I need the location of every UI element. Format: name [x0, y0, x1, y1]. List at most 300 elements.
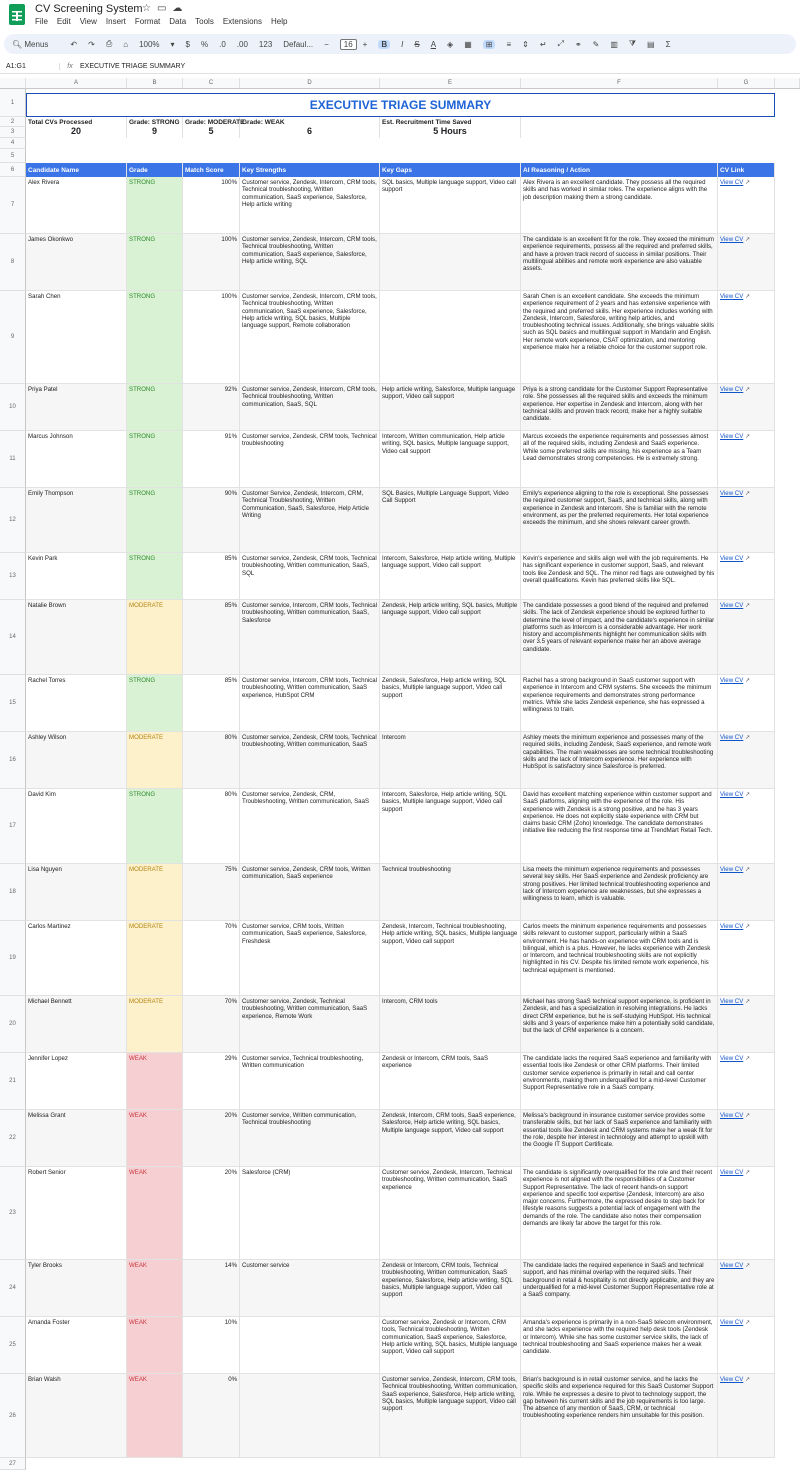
external-link-icon: ↗ — [743, 490, 751, 497]
candidate-name[interactable]: Jennifer Lopez — [26, 1053, 127, 1109]
ai-reasoning[interactable]: Ashley meets the minimum experience and possesses many of the required skills, including Zendesk, SaaS experience, and remote work capabilities. The main weaknesses are some technical troubleshooting skills and the lack of Intercom experience. Her experience with HubSpot is satisfactory since Salesforce is preferred. — [521, 732, 718, 788]
formula-input[interactable]: EXECUTIVE TRIAGE SUMMARY — [80, 63, 186, 70]
percent-format-button[interactable]: % — [201, 39, 209, 49]
moderate-count-value[interactable]: 5 — [183, 127, 240, 138]
cv-link-cell — [718, 864, 775, 920]
currency-format-button[interactable]: $ — [185, 39, 190, 49]
menu-view[interactable]: View — [79, 17, 97, 26]
view-cv-link[interactable]: View CV — [720, 1112, 744, 1119]
view-cv-link[interactable]: View CV — [720, 734, 744, 741]
row-header[interactable]: 11 — [0, 431, 26, 488]
match-score[interactable]: 20% — [183, 1167, 240, 1259]
document-title[interactable]: CV Screening System — [35, 3, 143, 15]
view-cv-link[interactable]: View CV — [720, 677, 744, 684]
key-strengths[interactable] — [240, 1317, 380, 1373]
view-cv-link[interactable]: View CV — [720, 923, 744, 930]
column-header-a[interactable]: A — [26, 78, 127, 88]
cv-link-cell — [718, 1374, 775, 1457]
key-gaps[interactable]: Zendesk, Salesforce, Help article writing, SQL basics, Multiple language support, Video call support — [380, 675, 521, 731]
row-header[interactable]: 15 — [0, 675, 26, 732]
header-cv-link[interactable]: CV Link — [718, 163, 775, 177]
row-header[interactable]: 8 — [0, 234, 26, 291]
match-score[interactable]: 20% — [183, 1110, 240, 1166]
borders-icon[interactable]: ▦ — [464, 39, 472, 49]
candidate-name[interactable]: Priya Patel — [26, 384, 127, 430]
header-grade[interactable]: Grade — [127, 163, 183, 177]
view-cv-link[interactable]: View CV — [720, 555, 744, 562]
column-header-corner — [0, 78, 26, 88]
chart-icon[interactable]: ▥ — [610, 39, 618, 49]
candidate-name[interactable]: Marcus Johnson — [26, 431, 127, 487]
ai-reasoning[interactable]: David has excellent matching experience within customer support and SaaS platforms, aligning with the experience of the role. His experience with Zendesk is a strong positive, and he has 3 years experience. He does not explicitly state experience with CRM but claims basic CRM (Zoho) knowledge. The candidate demonstrates initiative like reducing the first response time at TrendMart Retail Tech. — [521, 789, 718, 863]
candidate-name[interactable]: Rachel Torres — [26, 675, 127, 731]
external-link-icon: ↗ — [743, 179, 751, 186]
key-strengths[interactable]: Customer service, Zendesk, CRM tools, Technical troubleshooting — [240, 431, 380, 487]
cv-link-cell — [718, 431, 775, 487]
text-color-icon[interactable]: A — [430, 39, 437, 49]
external-link-icon: ↗ — [743, 734, 751, 741]
key-strengths[interactable]: Customer service, Zendesk, Intercom, CRM tools, Technical troubleshooting, Written communication, SaaS, SQL — [240, 384, 380, 430]
external-link-icon: ↗ — [743, 1055, 751, 1062]
row-header[interactable]: 2 — [0, 117, 26, 127]
match-score[interactable]: 100% — [183, 177, 240, 233]
match-score[interactable]: 85% — [183, 675, 240, 731]
grade-cell[interactable]: WEAK — [127, 1110, 183, 1166]
table-row — [26, 789, 775, 864]
cv-link-cell — [718, 600, 775, 674]
ai-reasoning[interactable]: The candidate is an excellent fit for the role. They exceed the minimum experience requirements, possess all the required and preferred skills, and have a proven track record of success in similar positions. Their multilingual abilities and remote work experience are also valuable assets. — [521, 234, 718, 290]
cv-link-cell — [718, 384, 775, 430]
match-score[interactable]: 92% — [183, 384, 240, 430]
key-strengths[interactable]: Salesforce (CRM) — [240, 1167, 380, 1259]
table-row — [26, 234, 775, 291]
row-header[interactable]: 5 — [0, 149, 26, 163]
cv-link-cell — [718, 488, 775, 552]
key-gaps[interactable]: Zendesk or Intercom, CRM tools, SaaS experience — [380, 1053, 521, 1109]
match-score[interactable]: 0% — [183, 1374, 240, 1457]
key-strengths[interactable]: Customer service, Technical troubleshooting, Written communication — [240, 1053, 380, 1109]
external-link-icon: ↗ — [743, 998, 751, 1005]
align-horizontal-icon[interactable]: ≡ — [506, 39, 512, 49]
grade-cell[interactable]: STRONG — [127, 177, 183, 233]
grade-cell[interactable]: WEAK — [127, 1317, 183, 1373]
key-gaps[interactable]: Zendesk, Help article writing, SQL basics, Multiple language support, Video call support — [380, 600, 521, 674]
candidate-name[interactable]: Alex Rivera — [26, 177, 127, 233]
key-gaps[interactable]: Technical troubleshooting — [380, 864, 521, 920]
external-link-icon: ↗ — [743, 602, 751, 609]
ai-reasoning[interactable]: Brian's background is in retail customer service, and he lacks the specific skills and experience required for this SaaS Customer Support role. While he expresses a desire to pivot to technology support, the gap between his current skills and the job requirements is too large. The absence of any mention of SaaS, CRM, or technical troubleshooting experience renders him unsuitable for this position. — [521, 1374, 718, 1457]
row-header[interactable]: 21 — [0, 1053, 26, 1110]
match-score[interactable]: 100% — [183, 234, 240, 290]
match-score[interactable]: 10% — [183, 1317, 240, 1373]
total-cvs-label[interactable]: Total CVs Processed — [26, 117, 127, 127]
view-cv-link[interactable]: View CV — [720, 386, 744, 393]
cv-link-cell — [718, 675, 775, 731]
strong-count-value[interactable]: 9 — [127, 127, 183, 138]
key-strengths[interactable]: Customer service, Zendesk, Intercom, CRM tools, Technical troubleshooting, Written communication, SaaS experience, Salesforce, Help article writing, SQL basics, Multiple language support, Remote collaboration — [240, 291, 380, 383]
cv-link-cell — [718, 1167, 775, 1259]
ai-reasoning[interactable]: Rachel has a strong background in SaaS customer support with experience in Intercom and CRM systems. She exceeds the minimum experience requirements and demonstrates strong performance metrics. While she lacks Zendesk experience, she has expressed a willingness to train. — [521, 675, 718, 731]
menu-tools[interactable]: Tools — [195, 17, 214, 26]
redo-icon[interactable]: ↷ — [88, 39, 95, 49]
candidate-name[interactable]: Ashley Wilson — [26, 732, 127, 788]
column-headers — [0, 78, 800, 89]
cv-link-cell — [718, 996, 775, 1052]
table-row — [26, 1374, 775, 1458]
key-gaps[interactable]: Customer service, Zendesk, Intercom, Technical troubleshooting, Written communication, SaaS experience — [380, 1167, 521, 1259]
header-key-gaps[interactable]: Key Gaps — [380, 163, 521, 177]
table-row — [26, 675, 775, 732]
candidate-name[interactable]: Robert Senior — [26, 1167, 127, 1259]
undo-icon[interactable]: ↶ — [70, 39, 78, 49]
key-gaps[interactable] — [380, 291, 521, 383]
candidate-name[interactable]: Sarah Chen — [26, 291, 127, 383]
filter-icon[interactable]: ⧩ — [628, 39, 637, 48]
candidate-name[interactable]: Carlos Martinez — [26, 921, 127, 995]
grade-cell[interactable]: WEAK — [127, 1053, 183, 1109]
table-row — [26, 732, 775, 789]
match-score[interactable]: 80% — [183, 732, 240, 788]
view-cv-link[interactable]: View CV — [720, 236, 744, 243]
view-cv-link[interactable]: View CV — [720, 791, 744, 798]
font-select[interactable]: Defaul... — [283, 39, 314, 49]
time-saved-label[interactable]: Est. Recruitment Time Saved — [380, 117, 521, 127]
key-gaps[interactable]: Intercom, Salesforce, Help article writing, Multiple language support, Video call support — [380, 553, 521, 599]
column-header-g[interactable]: G — [718, 78, 775, 88]
table-row — [26, 384, 775, 431]
menu-extensions[interactable]: Extensions — [222, 17, 262, 26]
key-gaps[interactable]: Intercom, Salesforce, Help article writing, SQL basics, Multiple language support, Video call support — [380, 789, 521, 863]
view-cv-link[interactable]: View CV — [720, 602, 744, 609]
row-header[interactable]: 26 — [0, 1374, 26, 1458]
key-gaps[interactable]: Intercom, CRM tools — [380, 996, 521, 1052]
grade-cell[interactable]: STRONG — [127, 291, 183, 383]
table-row — [26, 431, 775, 488]
summary-labels-row — [26, 117, 775, 127]
key-strengths[interactable]: Customer service, Zendesk, CRM, Troubleshooting, Written communication, SaaS — [240, 789, 380, 863]
key-gaps[interactable]: Zendesk, Intercom, Technical troubleshooting, Help article writing, SQL basics, Multiple language support, Video call support — [380, 921, 521, 995]
merge-cells-icon[interactable]: ⊞ — [483, 40, 496, 49]
candidate-name[interactable]: Melissa Grant — [26, 1110, 127, 1166]
candidate-name[interactable]: David Kim — [26, 789, 127, 863]
key-strengths[interactable]: Customer service, Written communication, Technical troubleshooting — [240, 1110, 380, 1166]
move-folder-icon[interactable]: ▭ — [156, 3, 173, 14]
ai-reasoning[interactable]: The candidate is significantly overqualified for the role and their recent experience is not aligned with the responsibilities of a Customer Support Representative. The lack of recent hands-on support experience and specific tool expertise (Zendesk, Intercom) are also major concerns. Furthermore, the expressed desire to step back for lifestyle reasons suggests a potential lack of engagement with the demands of the role. The candidate also notes their compensation demands are likely far above the target for this role. — [521, 1167, 718, 1259]
view-cv-link[interactable]: View CV — [720, 293, 744, 300]
row-header[interactable]: 18 — [0, 864, 26, 921]
zoom-select[interactable]: 100% — [139, 39, 160, 49]
column-header-d[interactable]: D — [240, 78, 380, 88]
key-gaps[interactable]: Intercom — [380, 732, 521, 788]
ai-reasoning[interactable]: Carlos meets the minimum experience requirements and possesses skills relevant to customer support, particularly within a SaaS environment. He has hands-on experience with CRM tools and is bilingual, which is a plus. However, he lacks experience with Zendesk or Intercom, and technical troubleshooting skills are not explicitly highlighted in his CV. Despite his limited remote work experience, his technical equipment is mentioned. — [521, 921, 718, 995]
external-link-icon: ↗ — [743, 433, 751, 440]
grade-cell[interactable]: MODERATE — [127, 921, 183, 995]
grade-cell[interactable]: MODERATE — [127, 864, 183, 920]
external-link-icon: ↗ — [743, 1262, 751, 1269]
bold-icon[interactable]: B — [378, 40, 390, 49]
external-link-icon: ↗ — [743, 677, 751, 684]
view-cv-link[interactable]: View CV — [720, 490, 744, 497]
ai-reasoning[interactable]: Michael has strong SaaS technical support experience, is proficient in Zendesk, and has a specialization in resolving integrations. He lacks direct CRM experience, but he is self-studying HubSpot. His technical skills and 3 years of experience make him a potentially solid candidate, but the lack of CRM experience is a concern. — [521, 996, 718, 1052]
grade-cell[interactable]: STRONG — [127, 675, 183, 731]
row-header[interactable]: 3 — [0, 127, 26, 138]
menus-label: Menus — [24, 39, 49, 49]
match-score[interactable]: 100% — [183, 291, 240, 383]
row-header[interactable]: 10 — [0, 384, 26, 431]
cv-link-cell — [718, 789, 775, 863]
table-row — [26, 1260, 775, 1317]
grade-cell[interactable]: STRONG — [127, 384, 183, 430]
decrease-font-icon[interactable]: − — [324, 39, 329, 49]
match-score[interactable]: 75% — [183, 864, 240, 920]
key-strengths[interactable]: Customer service, Zendesk, Technical troubleshooting, Written communication, SaaS experience, Remote Work — [240, 996, 380, 1052]
candidate-name[interactable]: Brian Walsh — [26, 1374, 127, 1457]
ai-reasoning[interactable]: Amanda's experience is primarily in a non-SaaS telecom environment, and she lacks experience with the required help desk tools (Zendesk or Intercom). While she has some customer service skills, the lack of technical troubleshooting and SaaS experience makes her a weak candidate. — [521, 1317, 718, 1373]
header-ai-reasoning[interactable]: AI Reasoning / Action — [521, 163, 718, 177]
cv-link-cell — [718, 1260, 775, 1316]
match-score[interactable]: 70% — [183, 996, 240, 1052]
key-strengths[interactable]: Customer service, CRM tools, Written communication, SaaS experience, Salesforce, Freshdesk — [240, 921, 380, 995]
candidate-name[interactable]: Lisa Nguyen — [26, 864, 127, 920]
candidate-name[interactable]: Michael Bennett — [26, 996, 127, 1052]
row-header[interactable]: 27 — [0, 1458, 26, 1470]
italic-icon[interactable]: I — [401, 39, 404, 49]
cv-link-cell — [718, 921, 775, 995]
weak-count-label[interactable]: Grade: WEAK — [240, 117, 380, 127]
key-gaps[interactable]: Customer service, Zendesk, Intercom, CRM tools, Technical troubleshooting, Written communication, SaaS experience, Salesforce, Help article writing, SQL basics, Multiple language support, Video call support — [380, 1374, 521, 1457]
menu-edit[interactable]: Edit — [56, 17, 71, 26]
cv-link-cell — [718, 732, 775, 788]
match-score[interactable]: 29% — [183, 1053, 240, 1109]
key-strengths[interactable]: Customer Service, Zendesk, Intercom, CRM, Technical Troubleshooting, Written Communication, SaaS, Salesforce, Help Article Writing — [240, 488, 380, 552]
external-link-icon: ↗ — [743, 923, 751, 930]
functions-icon[interactable]: Σ — [665, 39, 671, 49]
print-icon[interactable]: ⎙ — [105, 39, 113, 48]
star-icon[interactable]: ☆ — [142, 3, 157, 14]
search-menus-button[interactable]: 🔍︎ Menus — [12, 39, 49, 49]
strikethrough-icon[interactable]: S — [414, 39, 420, 49]
ai-reasoning[interactable]: The candidate possesses a good blend of the required and preferred skills. The lack of Zendesk experience should be explored further to determine the level of impact, and the candidate's experience in similar platforms such as Intercom is a considerable advantage. Her work history and accomplishments highlight her communication skills with over 3.5 years of relevant experience make her an above average candidate. — [521, 600, 718, 674]
row-header[interactable]: 23 — [0, 1167, 26, 1260]
grade-cell[interactable]: WEAK — [127, 1260, 183, 1316]
view-cv-link[interactable]: View CV — [720, 1319, 744, 1326]
grade-cell[interactable]: STRONG — [127, 431, 183, 487]
text-rotate-icon[interactable]: ⤢ — [557, 39, 564, 48]
key-strengths[interactable]: Customer service — [240, 1260, 380, 1316]
match-score[interactable]: 90% — [183, 488, 240, 552]
weak-count-value[interactable]: 6 — [240, 127, 380, 138]
grade-cell[interactable]: WEAK — [127, 1167, 183, 1259]
cv-link-cell — [718, 234, 775, 290]
key-strengths[interactable] — [240, 1374, 380, 1457]
candidate-name[interactable]: Tyler Brooks — [26, 1260, 127, 1316]
cv-link-cell — [718, 1110, 775, 1166]
formula-bar — [0, 60, 800, 74]
grade-cell[interactable]: WEAK — [127, 1374, 183, 1457]
time-saved-value[interactable]: 5 Hours — [380, 127, 521, 138]
view-cv-link[interactable]: View CV — [720, 433, 744, 440]
key-gaps[interactable]: Help article writing, Salesforce, Multiple language support, Video call support — [380, 384, 521, 430]
column-header-f[interactable]: F — [521, 78, 718, 88]
total-cvs-value[interactable]: 20 — [26, 127, 127, 138]
header-match-score[interactable]: Match Score — [183, 163, 240, 177]
view-cv-link[interactable]: View CV — [720, 1055, 744, 1062]
external-link-icon: ↗ — [743, 293, 751, 300]
key-gaps[interactable]: SQL basics, Multiple language support, Video call support — [380, 177, 521, 233]
row-header[interactable]: 17 — [0, 789, 26, 864]
row-header[interactable]: 6 — [0, 163, 26, 177]
view-cv-link[interactable]: View CV — [720, 998, 744, 1005]
ai-reasoning[interactable]: The candidate lacks the required SaaS experience and familiarity with essential tools like Zendesk or other CRM platforms. Their limited customer service experience is primarily in retail and call center environments, making them underqualified for a mid-level Customer Support Representative role in a SaaS company. — [521, 1053, 718, 1109]
row-header[interactable]: 20 — [0, 996, 26, 1053]
cv-link-cell — [718, 177, 775, 233]
menu-bar — [35, 17, 296, 26]
match-score[interactable]: 85% — [183, 600, 240, 674]
header-candidate-name[interactable]: Candidate Name — [26, 163, 127, 177]
key-strengths[interactable]: Customer service, Zendesk, Intercom, CRM tools, Technical troubleshooting, Written communication, SaaS experience, Salesforce, Help article writing — [240, 177, 380, 233]
external-link-icon: ↗ — [743, 386, 751, 393]
align-vertical-icon[interactable]: ⇕ — [522, 39, 529, 49]
view-cv-link[interactable]: View CV — [720, 866, 744, 873]
row-header[interactable]: 4 — [0, 138, 26, 149]
toolbar — [4, 34, 796, 54]
fill-color-icon[interactable]: ◈ — [447, 39, 454, 49]
grade-cell[interactable]: MODERATE — [127, 996, 183, 1052]
ai-reasoning[interactable]: Melissa's background in insurance customer service provides some transferable skills, but her lack of SaaS experience and familiarity with essential tools like Zendesk and CRM systems make her a weak fit for the role, despite her interest in technology and attempt to upskill with the Google IT Support Certificate. — [521, 1110, 718, 1166]
grade-cell[interactable]: MODERATE — [127, 600, 183, 674]
candidate-name[interactable]: James Okonkwo — [26, 234, 127, 290]
ai-reasoning[interactable]: Emily's experience aligning to the role is exceptional. She possesses the required customer support, SaaS, and technical skills, along with experience in Zendesk and Intercom. She is familiar with the remote environment, as per the preferred requirements. Her total experience exceeds the minimum, and she shows relevant career growth. — [521, 488, 718, 552]
row-header[interactable]: 13 — [0, 553, 26, 600]
menu-insert[interactable]: Insert — [105, 17, 126, 26]
link-icon[interactable]: ⚭ — [574, 39, 582, 49]
paint-format-icon[interactable]: ⌂ — [123, 39, 129, 49]
row-header[interactable]: 1 — [0, 89, 26, 117]
match-score[interactable]: 14% — [183, 1260, 240, 1316]
decrease-decimal-button[interactable]: .0 — [219, 39, 226, 49]
row-header[interactable]: 16 — [0, 732, 26, 789]
strong-count-label[interactable]: Grade: STRONG — [127, 117, 183, 127]
view-cv-link[interactable]: View CV — [720, 1262, 744, 1269]
row-header[interactable]: 14 — [0, 600, 26, 675]
key-strengths[interactable]: Customer service, Intercom, CRM tools, Technical troubleshooting, Written communication, SaaS, Salesforce — [240, 600, 380, 674]
header-key-strengths[interactable]: Key Strengths — [240, 163, 380, 177]
menu-help[interactable]: Help — [270, 17, 288, 26]
external-link-icon: ↗ — [743, 236, 751, 243]
key-gaps[interactable]: Customer service, Zendesk or Intercom, CRM tools, Technical troubleshooting, Written communication, SaaS experience, Salesforce, Help article writing, SQL basics, Multiple language support, Video call support — [380, 1317, 521, 1373]
key-strengths[interactable]: Customer service, Zendesk, CRM tools, Written communication, SaaS experience — [240, 864, 380, 920]
grade-cell[interactable]: MODERATE — [127, 732, 183, 788]
external-link-icon: ↗ — [743, 1169, 751, 1176]
cv-link-cell — [718, 1317, 775, 1373]
table-row — [26, 291, 775, 384]
number-format-button[interactable]: 123 — [258, 39, 273, 49]
ai-reasoning[interactable]: The candidate lacks the required experience in SaaS and technical support, and has minimal overlap with the required skills. Their background in retail & hospitality is not directly applicable, and they are underqualified for a mid-level Customer Support Representative role at a SaaS company. — [521, 1260, 718, 1316]
summary-title[interactable]: EXECUTIVE TRIAGE SUMMARY — [26, 93, 775, 117]
key-strengths[interactable]: Customer service, Zendesk, Intercom, CRM tools, Technical troubleshooting, Written communication, SaaS experience, Salesforce, Help article writing, SQL — [240, 234, 380, 290]
row-header[interactable]: 12 — [0, 488, 26, 553]
ai-reasoning[interactable]: Kevin's experience and skills align well with the job requirements. He has significant experience in customer support, SaaS, and relevant tools like Zendesk and SQL. The minor red flags are outweighed by his overall qualifications. Kevin has preferred skills like SQL. — [521, 553, 718, 599]
table-row — [26, 1167, 775, 1260]
menu-format[interactable]: Format — [134, 17, 161, 26]
grade-cell[interactable]: STRONG — [127, 488, 183, 552]
grade-cell[interactable]: STRONG — [127, 789, 183, 863]
grade-cell[interactable]: STRONG — [127, 553, 183, 599]
ai-reasoning[interactable]: Marcus exceeds the experience requirements and possesses almost all of the required skills, including Zendesk and SaaS experience. While some preferred skills are missing, his experience as a Team Lead demonstrates strong competencies. He is extremely strong. — [521, 431, 718, 487]
increase-font-icon[interactable]: + — [362, 39, 368, 49]
column-header-e[interactable]: E — [380, 78, 521, 88]
ai-reasoning[interactable]: Alex Rivera is an excellent candidate. They possess all the required skills and has worked in similar roles. The experience aligns with the job description making them a strong candidate. — [521, 177, 718, 233]
external-link-icon: ↗ — [743, 555, 751, 562]
cloud-status-icon[interactable]: ☁ — [172, 3, 189, 14]
sheets-logo-icon[interactable] — [9, 4, 25, 25]
key-strengths[interactable]: Customer service, Zendesk, CRM tools, Technical troubleshooting, Written communication, SaaS — [240, 732, 380, 788]
view-cv-link[interactable]: View CV — [720, 1376, 744, 1383]
menu-file[interactable]: File — [35, 17, 48, 26]
key-gaps[interactable]: Intercom, Written communication, Help article writing, SQL basics, Multiple language support, Video call support — [380, 431, 521, 487]
table-header-row — [26, 163, 775, 177]
key-gaps[interactable]: Zendesk, Intercom, CRM tools, SaaS experience, Salesforce, Help article writing, SQL basics, Multiple language support, Video call support — [380, 1110, 521, 1166]
key-gaps[interactable]: SQL Basics, Multiple Language Support, Video Call Support — [380, 488, 521, 552]
table-row — [26, 1317, 775, 1374]
filter-views-icon[interactable]: ▤ — [647, 39, 655, 49]
column-header-c[interactable]: C — [183, 78, 240, 88]
column-header-b[interactable]: B — [127, 78, 183, 88]
ai-reasoning[interactable]: Sarah Chen is an excellent candidate. She exceeds the minimum experience requirement of 2 years and has extensive experience with the required and preferred skills. Her experience includes working with Zendesk, Intercom, Salesforce, writing help articles, and troubleshooting technical issues. Additionally, she brings valuable skills such as SQL basics and multilingual support in Mandarin and English. Her remote work experience, CSAT optimization, and mentoring experience make her a reliable choice for the customer support role. — [521, 291, 718, 383]
external-link-icon: ↗ — [743, 1112, 751, 1119]
candidate-name[interactable]: Kevin Park — [26, 553, 127, 599]
candidate-name[interactable]: Natalie Brown — [26, 600, 127, 674]
grade-cell[interactable]: STRONG — [127, 234, 183, 290]
font-size-input[interactable]: 16 — [340, 39, 357, 50]
ai-reasoning[interactable]: Priya is a strong candidate for the Customer Support Representative role. She possesses all the required skills and exceeds the minimum experience. Her expertise in Zendesk and Intercom, along with her technical skills and proven track record, make her a highly suitable candidate. — [521, 384, 718, 430]
moderate-count-label[interactable]: Grade: MODERATE — [185, 119, 245, 126]
chevron-down-icon: ▾ — [170, 39, 175, 49]
key-gaps[interactable]: Zendesk or Intercom, CRM tools, Technical troubleshooting, Written communication, SaaS experience, Salesforce, Help article writing, SQL basics, Multiple language support, Video call support — [380, 1260, 521, 1316]
row-header[interactable]: 24 — [0, 1260, 26, 1317]
candidate-name[interactable]: Emily Thompson — [26, 488, 127, 552]
table-row — [26, 864, 775, 921]
candidate-name[interactable]: Amanda Foster — [26, 1317, 127, 1373]
row-header[interactable]: 9 — [0, 291, 26, 384]
increase-decimal-button[interactable]: .00 — [236, 39, 248, 49]
match-score[interactable]: 85% — [183, 553, 240, 599]
summary-values-row — [26, 127, 775, 138]
key-strengths[interactable]: Customer service, Zendesk, CRM tools, Technical troubleshooting, Written communication, SaaS, SQL — [240, 553, 380, 599]
view-cv-link[interactable]: View CV — [720, 179, 744, 186]
menu-data[interactable]: Data — [169, 17, 187, 26]
ai-reasoning[interactable]: Lisa meets the minimum experience requirements and possesses several key skills. Her SaaS experience and Zendesk proficiency are strong positives. Her limited technical troubleshooting experience and lack of Intercom experience are weaknesses, but she expresses a willingness to learn, which is valuable. — [521, 864, 718, 920]
table-row — [26, 488, 775, 553]
external-link-icon: ↗ — [743, 866, 751, 873]
text-wrap-icon[interactable]: ↵ — [539, 39, 547, 49]
key-gaps[interactable] — [380, 234, 521, 290]
row-header[interactable]: 19 — [0, 921, 26, 996]
match-score[interactable]: 70% — [183, 921, 240, 995]
key-strengths[interactable]: Customer service, Intercom, CRM tools, Technical troubleshooting, Written communication, SaaS experience, HubSpot CRM — [240, 675, 380, 731]
match-score[interactable]: 80% — [183, 789, 240, 863]
name-box[interactable]: A1:G1 — [0, 63, 60, 70]
view-cv-link[interactable]: View CV — [720, 1169, 744, 1176]
external-link-icon: ↗ — [743, 1376, 751, 1383]
match-score[interactable]: 91% — [183, 431, 240, 487]
row-header[interactable]: 22 — [0, 1110, 26, 1167]
row-header[interactable]: 25 — [0, 1317, 26, 1374]
external-link-icon: ↗ — [743, 791, 751, 798]
cv-link-cell — [718, 1053, 775, 1109]
comment-icon[interactable]: ✎ — [592, 39, 600, 49]
row-header[interactable]: 7 — [0, 177, 26, 234]
